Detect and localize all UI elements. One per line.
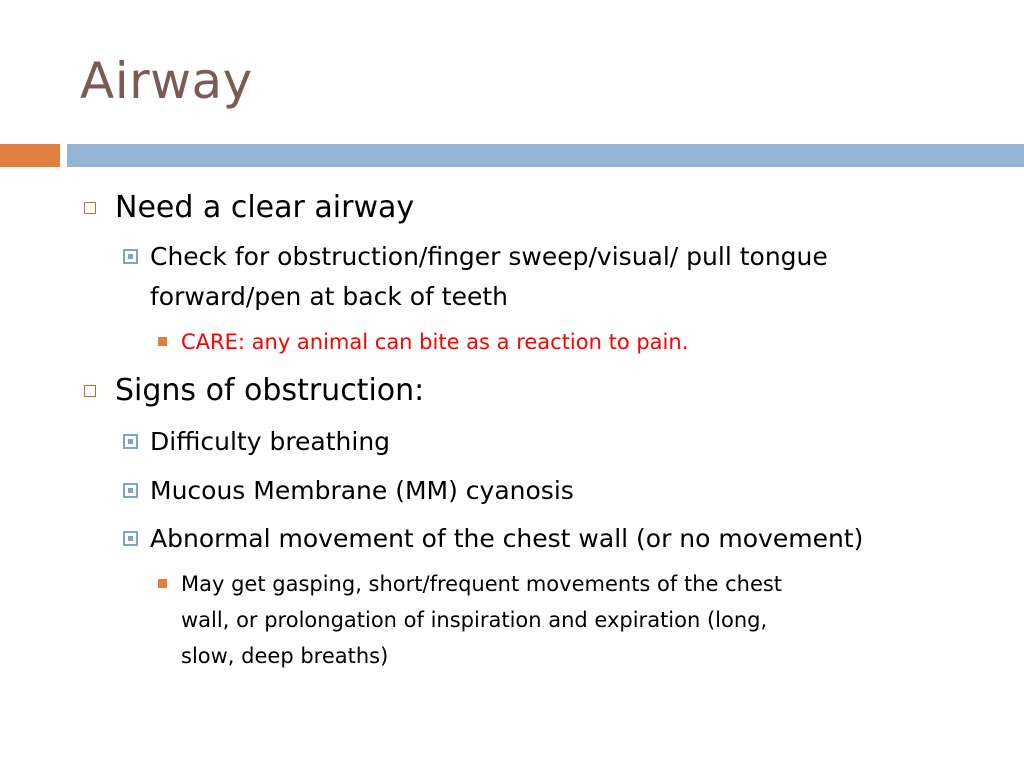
square-outline-bullet-icon (84, 385, 96, 397)
square-outline-bullet-icon (84, 202, 96, 214)
square-bullet-icon (123, 531, 138, 546)
bullet-text: Signs of obstruction: (115, 373, 425, 408)
square-bullet-icon (123, 249, 138, 264)
bullet-care-warning (158, 324, 688, 360)
bullet-text: Mucous Membrane (MM) cyanosis (150, 476, 574, 505)
bullet-difficulty-breathing (123, 422, 390, 462)
bullet-abnormal-chest-movement (123, 519, 863, 559)
square-bullet-icon (123, 434, 138, 449)
slide-title: Airway (80, 52, 253, 110)
bullet-check-obstruction (123, 237, 828, 317)
bullet-text: Abnormal movement of the chest wall (or no movement) (150, 524, 864, 553)
bullet-gasping-detail (158, 566, 782, 674)
bullet-mm-cyanosis (123, 471, 574, 511)
bullet-text: Need a clear airway (115, 190, 415, 225)
bullet-signs-of-obstruction (84, 373, 424, 409)
square-bullet-icon (123, 483, 138, 498)
filled-square-bullet-icon (158, 579, 167, 588)
bullet-text: CARE: any animal can bite as a reaction to pain. (181, 330, 689, 354)
bullet-text: Difficulty breathing (150, 427, 391, 456)
filled-square-bullet-icon (158, 337, 167, 346)
bullet-need-clear-airway (84, 190, 414, 226)
bullet-text: May get gasping, short/frequent movements of the chest wall, or prolongation of inspiration and expiration (long, slow, deep breaths) (181, 572, 783, 668)
bullet-text: Check for obstruction/finger sweep/visual/ pull tongue forward/pen at back of teeth (150, 242, 828, 311)
